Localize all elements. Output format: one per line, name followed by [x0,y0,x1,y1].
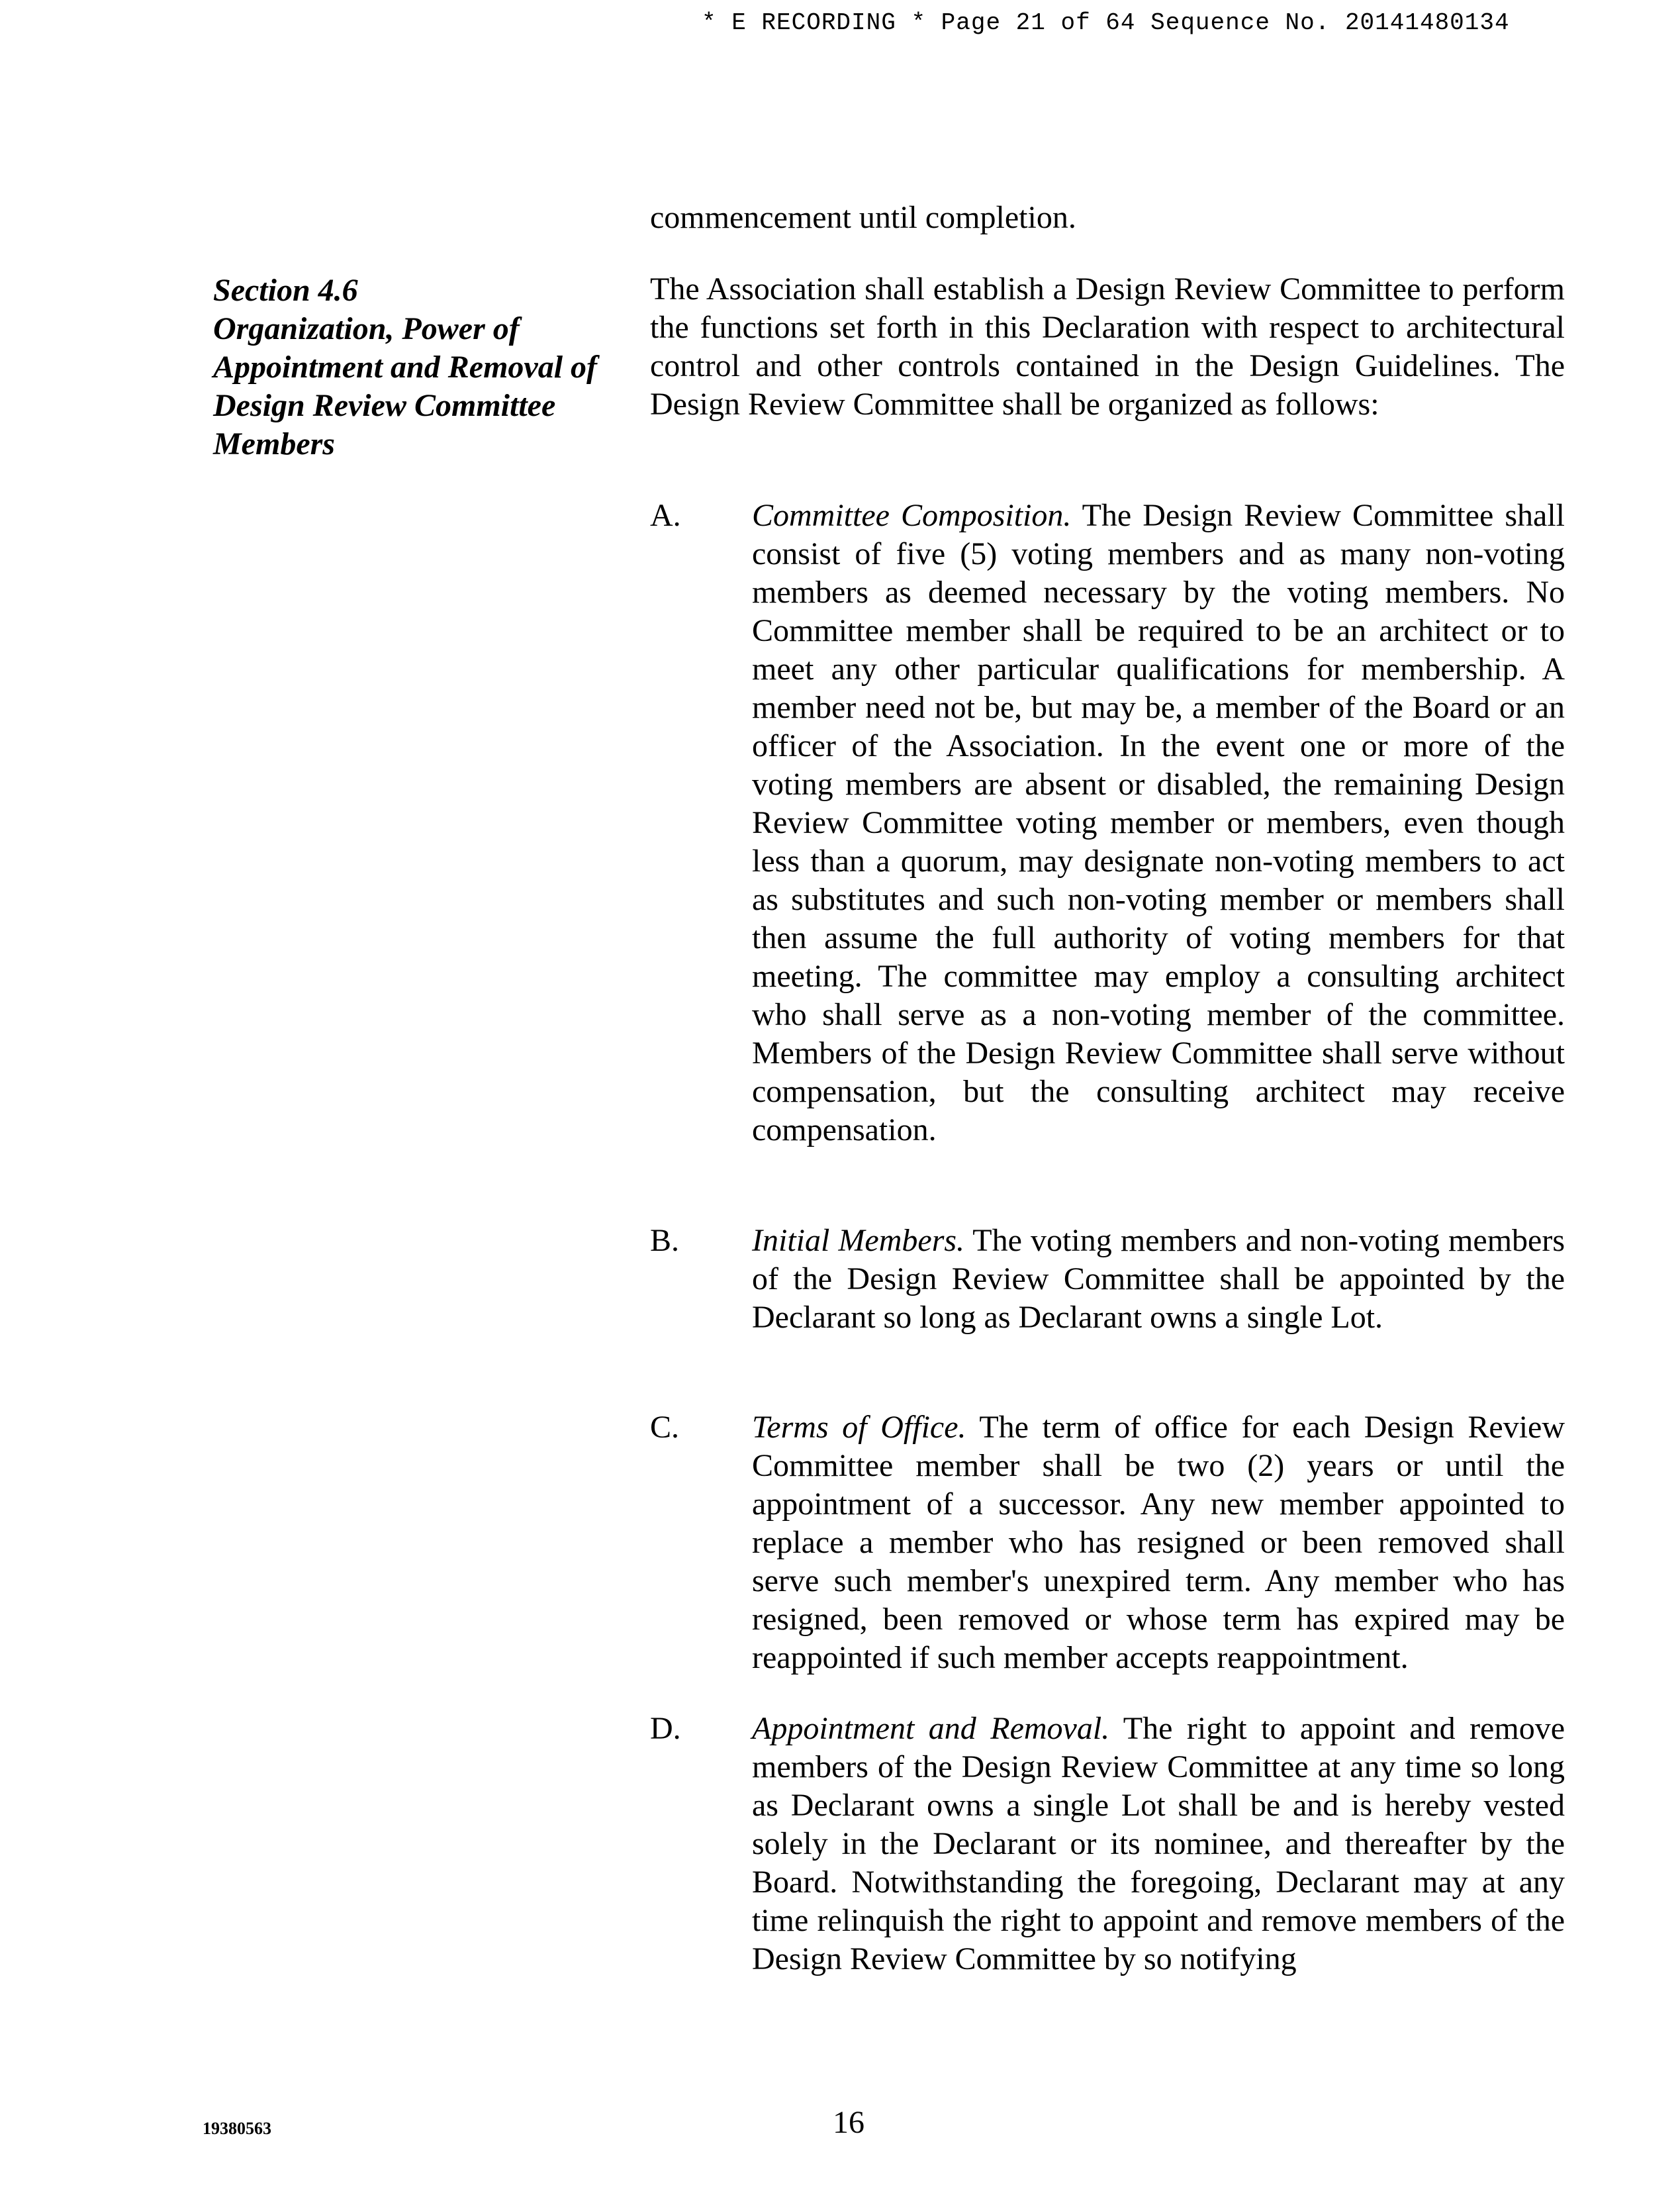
carryover-paragraph: commencement until completion. [650,200,1076,235]
section-heading-line: Members [213,426,335,462]
subsection-text: The term of office for each Design Review Committee member shall be two (2) years or until the appointment of a successor. Any new member appointed to replace a member who has resigned or been removed shall serve such member's unexpired term. Any member who has resigned, been removed or whose term has expired may be reappointed if such member accepts reappointment. [752,1410,1565,1675]
section-heading-line: Design Review Committee [213,388,556,423]
subsection-body [752,1222,1565,1337]
subsection-text: The voting members and non-voting members of the Design Review Committee shall be appointed by the Declarant so long as Declarant owns a single Lot. [752,1223,1565,1335]
subsection-body [752,1710,1565,1978]
section-heading-line: Appointment and Removal of [213,350,598,385]
subsection-title: Terms of Office. [752,1410,966,1445]
section-heading [213,271,637,463]
subsection-title: Appointment and Removal. [752,1711,1110,1746]
document-number: 19380563 [203,2119,271,2138]
section-intro-paragraph: The Association shall establish a Design Review Committee to perform the functions set forth in this Declaration with respect to architectural control and other controls contained in the Design Guidelines. The Design Review Committee shall be organized as follows: [650,271,1565,422]
subsection-letter: C. [650,1410,680,1445]
subsection-letter: A. [650,498,681,533]
subsection-text: The Design Review Committee shall consist of five (5) voting members and as many non-voting members as deemed necessary by the voting members. No Committee member shall be required to be an architect or to meet any other particular qualifications for membership. A member need not be, but may be, a member of the Board or an officer of the Association. In the event one or more of the voting members are absent or disabled, the remaining Design Review Committee voting member or members, even though less than a quorum, may designate non-voting members to act as substitutes and such non-voting member or members shall then assume the full authority of voting members for that meeting. The committee may employ a consulting architect who shall serve as a non-voting member of the committee. Members of the Design Review Committee shall serve without compensation, but the consulting architect may receive compensation. [752,498,1565,1147]
section-heading-line: Section 4.6 [213,273,358,308]
subsection-body [752,1408,1565,1677]
subsection-title: Committee Composition. [752,498,1072,533]
section-heading-line: Organization, Power of [213,311,520,346]
recording-header: * E RECORDING * Page 21 of 64 Sequence No. 20141480134 [702,9,1510,36]
subsection-title: Initial Members. [752,1223,965,1258]
subsection-letter: D. [650,1711,681,1746]
subsection-letter: B. [650,1223,680,1258]
page-number: 16 [833,2105,864,2140]
subsection-body [752,497,1565,1149]
subsection-text: The right to appoint and remove members of the Design Review Committee at any time so long as Declarant owns a single Lot shall be and is hereby vested solely in the Declarant or its nominee, and thereafter by the Board. Notwithstanding the foregoing, Declarant may at any time relinquish the right to appoint and remove members of the Design Review Committee by so notifying [752,1711,1565,1976]
